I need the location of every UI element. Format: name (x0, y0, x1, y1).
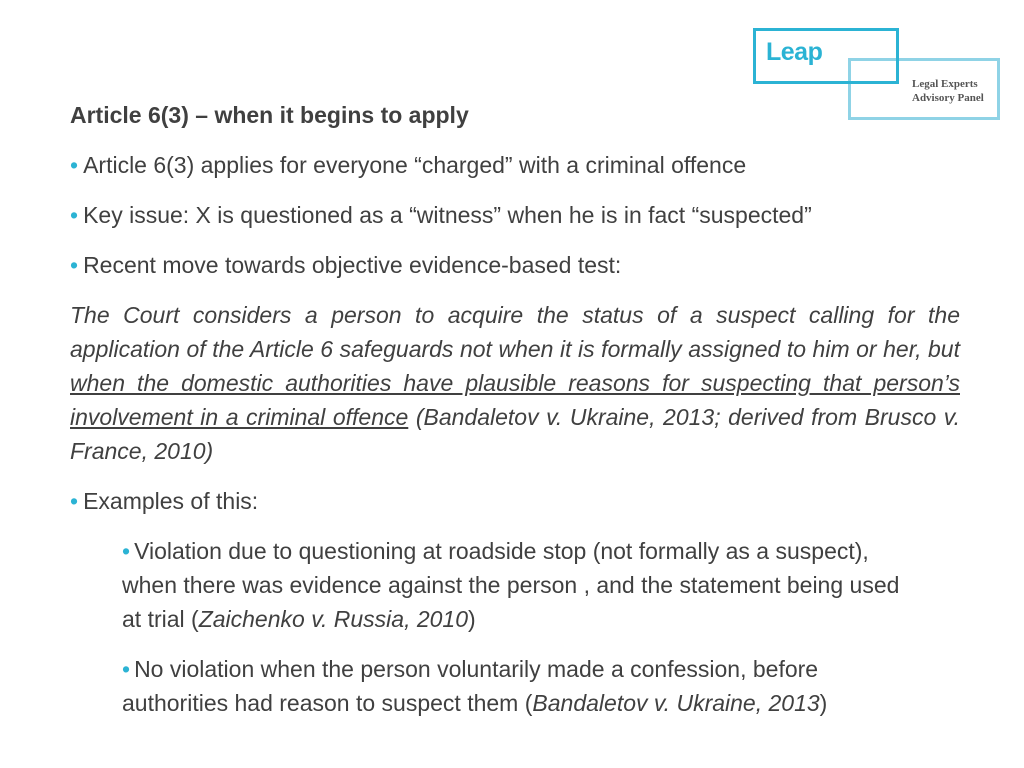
bullet-dot-icon: • (70, 202, 79, 228)
example-case: Zaichenko v. Russia, 2010 (198, 606, 469, 632)
case-quote (70, 298, 960, 468)
bullet-dot-icon: • (70, 252, 79, 278)
example-close: ) (819, 690, 828, 716)
bullet-text: Key issue: X is questioned as a “witness” when he is in fact “suspected” (83, 202, 812, 228)
examples-label: Examples of this: (83, 488, 259, 514)
logo-frame-primary (753, 28, 899, 84)
slide-body (70, 98, 960, 736)
bullet-item (70, 484, 960, 518)
bullet-dot-icon: • (70, 152, 79, 178)
slide-heading: Article 6(3) – when it begins to apply (70, 102, 469, 128)
logo-wordmark: Leap (766, 38, 823, 66)
bullet-dot-icon: • (70, 488, 79, 514)
example-close: ) (468, 606, 476, 632)
bullet-item (70, 248, 960, 282)
bullet-text: Article 6(3) applies for everyone “charged” with a criminal offence (83, 152, 747, 178)
logo-subtitle-line1: Legal Experts (912, 78, 978, 90)
bullet-dot-icon: • (122, 656, 131, 682)
bullet-text: Recent move towards objective evidence-based test: (83, 252, 622, 278)
example-text: No violation when the person voluntarily made a confession, before authorities had reason to suspect them ( (122, 656, 819, 716)
bullet-item (70, 148, 960, 182)
quote-lead: The Court considers a person to acquire the status of a suspect calling for the application of the Article 6 safeguards not when it is formally assigned to him or her, but (70, 302, 960, 362)
bullet-item (70, 198, 960, 232)
example-item (122, 652, 922, 720)
logo-subtitle-line2: Advisory Panel (912, 92, 984, 104)
quote-citation: (Bandaletov v. Ukraine, 2013; derived from Brusco v. France, 2010) (70, 404, 960, 464)
bullet-dot-icon: • (122, 538, 131, 564)
quote-underlined: when the domestic authorities have plausible reasons for suspecting that person’s involvement in a criminal offence (70, 370, 960, 430)
example-item (122, 534, 922, 636)
example-text: Violation due to questioning at roadside stop (not formally as a suspect), when there was evidence against the person , and the statement being used at trial ( (122, 538, 900, 632)
example-case: Bandaletov v. Ukraine, 2013 (532, 690, 820, 716)
